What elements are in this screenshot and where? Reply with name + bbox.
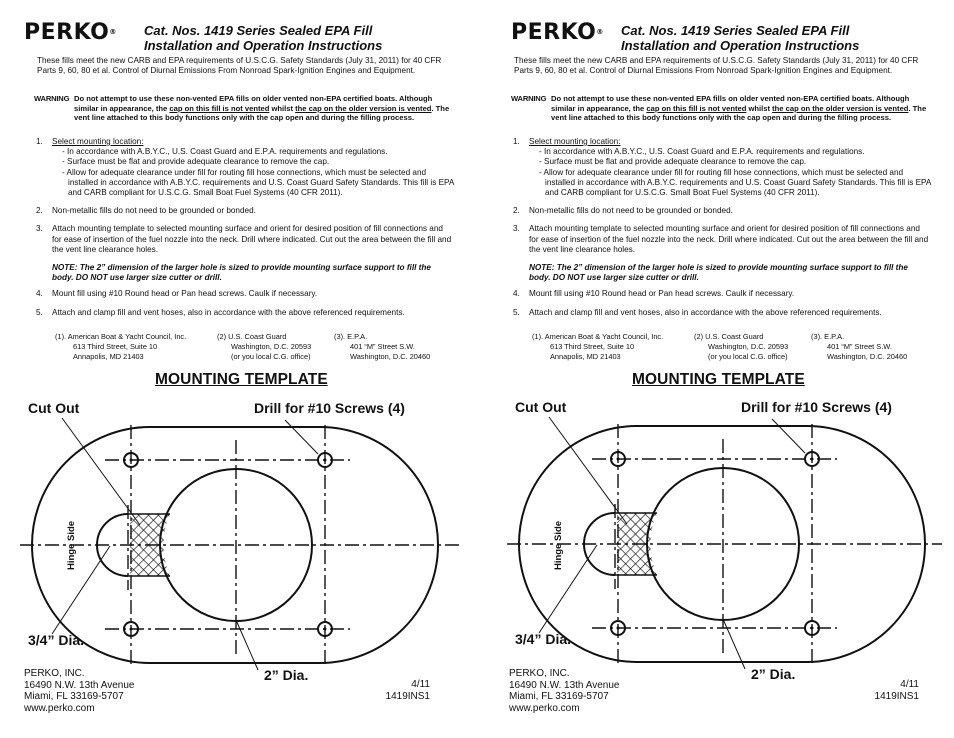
- step-3: 3. Attach mounting template to selected mounting surface and orient for desired position of fill connections and for ease of insertion of the fuel nozzle into the neck. Drill where indicated. Cut out the area between the fill and the vent line clearance holes.: [513, 224, 929, 254]
- warning-label: WARNING: [34, 94, 70, 103]
- step-2: 2. Non-metallic fills do not need to be grounded or bonded.: [513, 206, 733, 216]
- perko-logo: PERKO®: [24, 20, 117, 45]
- step-2: 2. Non-metallic fills do not need to be grounded or bonded.: [36, 206, 256, 216]
- mounting-template-drawing: [477, 0, 954, 738]
- hinge-side-label: Hinge Side: [553, 520, 565, 571]
- mounting-template-heading: MOUNTING TEMPLATE: [632, 371, 805, 388]
- small-dia-label: 3/4” Dia.: [28, 632, 85, 648]
- intro-paragraph: These fills meet the new CARB and EPA requirements of U.S.C.G. Safety Standards (July 31, 2011) for 40 CFR Parts 9, 60, 80 et al. Control of Diurnal Emissions From Nonroad Spark-Ignition Engines and Equipment.: [514, 56, 919, 75]
- document-title: Cat. Nos. 1419 Series Sealed EPA Fill Installation and Operation Instructions: [144, 23, 383, 53]
- step-1: 1. Select mounting location: - In accordance with A.B.Y.C., U.S. Coast Guard and E.P.A. requirements and regulations. - Surface must be flat and provide adequate clearance to remove the cap. - Allow for adequate clearance under fill for routing fill hose connections, which must be selected and installed in accordance with A.B.Y.C. requirements and U.S. Coast Guard Safety Standards. This fill is EPA and CARB compliant for U.S.C.G. Small Boat Fuel Systems (40 CFR 2011).: [36, 137, 454, 198]
- note: NOTE: The 2” dimension of the larger hole is sized to provide mounting surface support to fill the body. DO NOT use larger size cutter or drill.: [52, 263, 431, 283]
- leader-lines: [52, 418, 318, 670]
- reference-uscg: (2) U.S. Coast Guard Washington, D.C. 20593 (or you local C.G. office): [694, 332, 789, 361]
- leader-lines: [539, 417, 805, 669]
- large-dia-label: 2” Dia.: [751, 666, 796, 682]
- small-dia-label: 3/4” Dia.: [515, 631, 572, 647]
- warning-text: Do not attempt to use these non-vented EPA fills on older vented non-EPA certified boats. Although similar in appearance, the cap on this fill is not vented whilst the cap on the older version is vented. The vent line attached to this body functions only with the cap open and during the filling process.: [74, 94, 450, 123]
- step-3: 3. Attach mounting template to selected mounting surface and orient for desired position of fill connections and for ease of insertion of the fuel nozzle into the neck. Drill where indicated. Cut out the area between the fill and the vent line clearance holes.: [36, 224, 452, 254]
- footer-doc-code: 4/11 1419INS1: [385, 679, 430, 702]
- step-5: 5. Attach and clamp fill and vent hoses, also in accordance with the above referenced requirements.: [36, 307, 405, 317]
- large-dia-label: 2” Dia.: [264, 667, 309, 683]
- hinge-side-label: Hinge Side: [66, 520, 78, 571]
- drill-label: Drill for #10 Screws (4): [741, 399, 892, 415]
- mounting-template-heading: MOUNTING TEMPLATE: [155, 371, 328, 388]
- step-4: 4. Mount fill using #10 Round head or Pan head screws. Caulk if necessary.: [36, 289, 318, 299]
- document-title: Cat. Nos. 1419 Series Sealed EPA Fill Installation and Operation Instructions: [621, 23, 860, 53]
- reference-uscg: (2) U.S. Coast Guard Washington, D.C. 20593 (or you local C.G. office): [217, 332, 312, 361]
- step-1: 1. Select mounting location: - In accordance with A.B.Y.C., U.S. Coast Guard and E.P.A. requirements and regulations. - Surface must be flat and provide adequate clearance to remove the cap. - Allow for adequate clearance under fill for routing fill hose connections, which must be selected and installed in accordance with A.B.Y.C. requirements and U.S. Coast Guard Safety Standards. This fill is EPA and CARB compliant for U.S.C.G. Small Boat Fuel Systems (40 CFR 2011).: [513, 137, 931, 198]
- note: NOTE: The 2” dimension of the larger hole is sized to provide mounting surface support to fill the body. DO NOT use larger size cutter or drill.: [529, 263, 908, 283]
- cut-out-label: Cut Out: [28, 400, 80, 416]
- reference-abyc: (1). American Boat & Yacht Council, Inc. 613 Third Street, Suite 10 Annapolis, MD 21403: [532, 332, 664, 361]
- reference-abyc: (1). American Boat & Yacht Council, Inc. 613 Third Street, Suite 10 Annapolis, MD 21403: [55, 332, 187, 361]
- perko-logo: PERKO®: [511, 20, 604, 45]
- footer-address: PERKO, INC. 16490 N.W. 13th Avenue Miami, FL 33169-5707 www.perko.com: [509, 668, 620, 714]
- footer-address: PERKO, INC. 16490 N.W. 13th Avenue Miami, FL 33169-5707 www.perko.com: [24, 668, 135, 714]
- step-4: 4. Mount fill using #10 Round head or Pan head screws. Caulk if necessary.: [513, 289, 795, 299]
- warning-text: Do not attempt to use these non-vented EPA fills on older vented non-EPA certified boats. Although similar in appearance, the cap on this fill is not vented whilst the cap on the older version is vented. The vent line attached to this body functions only with the cap open and during the filling process.: [551, 94, 927, 123]
- warning-label: WARNING: [511, 94, 547, 103]
- reference-epa: (3). E.P.A. 401 “M” Street S.W. Washington, D.C. 20460: [811, 332, 908, 361]
- cut-out-label: Cut Out: [515, 399, 567, 415]
- center-lines: [507, 424, 942, 664]
- step-5: 5. Attach and clamp fill and vent hoses, also in accordance with the above referenced requirements.: [513, 307, 882, 317]
- instruction-sheet-right: [477, 0, 954, 738]
- footer-doc-code: 4/11 1419INS1: [874, 679, 919, 702]
- intro-paragraph: These fills meet the new CARB and EPA requirements of U.S.C.G. Safety Standards (July 31, 2011) for 40 CFR Parts 9, 60, 80 et al. Control of Diurnal Emissions From Nonroad Spark-Ignition Engines and Equipment.: [37, 56, 442, 75]
- drill-label: Drill for #10 Screws (4): [254, 400, 405, 416]
- reference-epa: (3). E.P.A. 401 “M” Street S.W. Washington, D.C. 20460: [334, 332, 431, 361]
